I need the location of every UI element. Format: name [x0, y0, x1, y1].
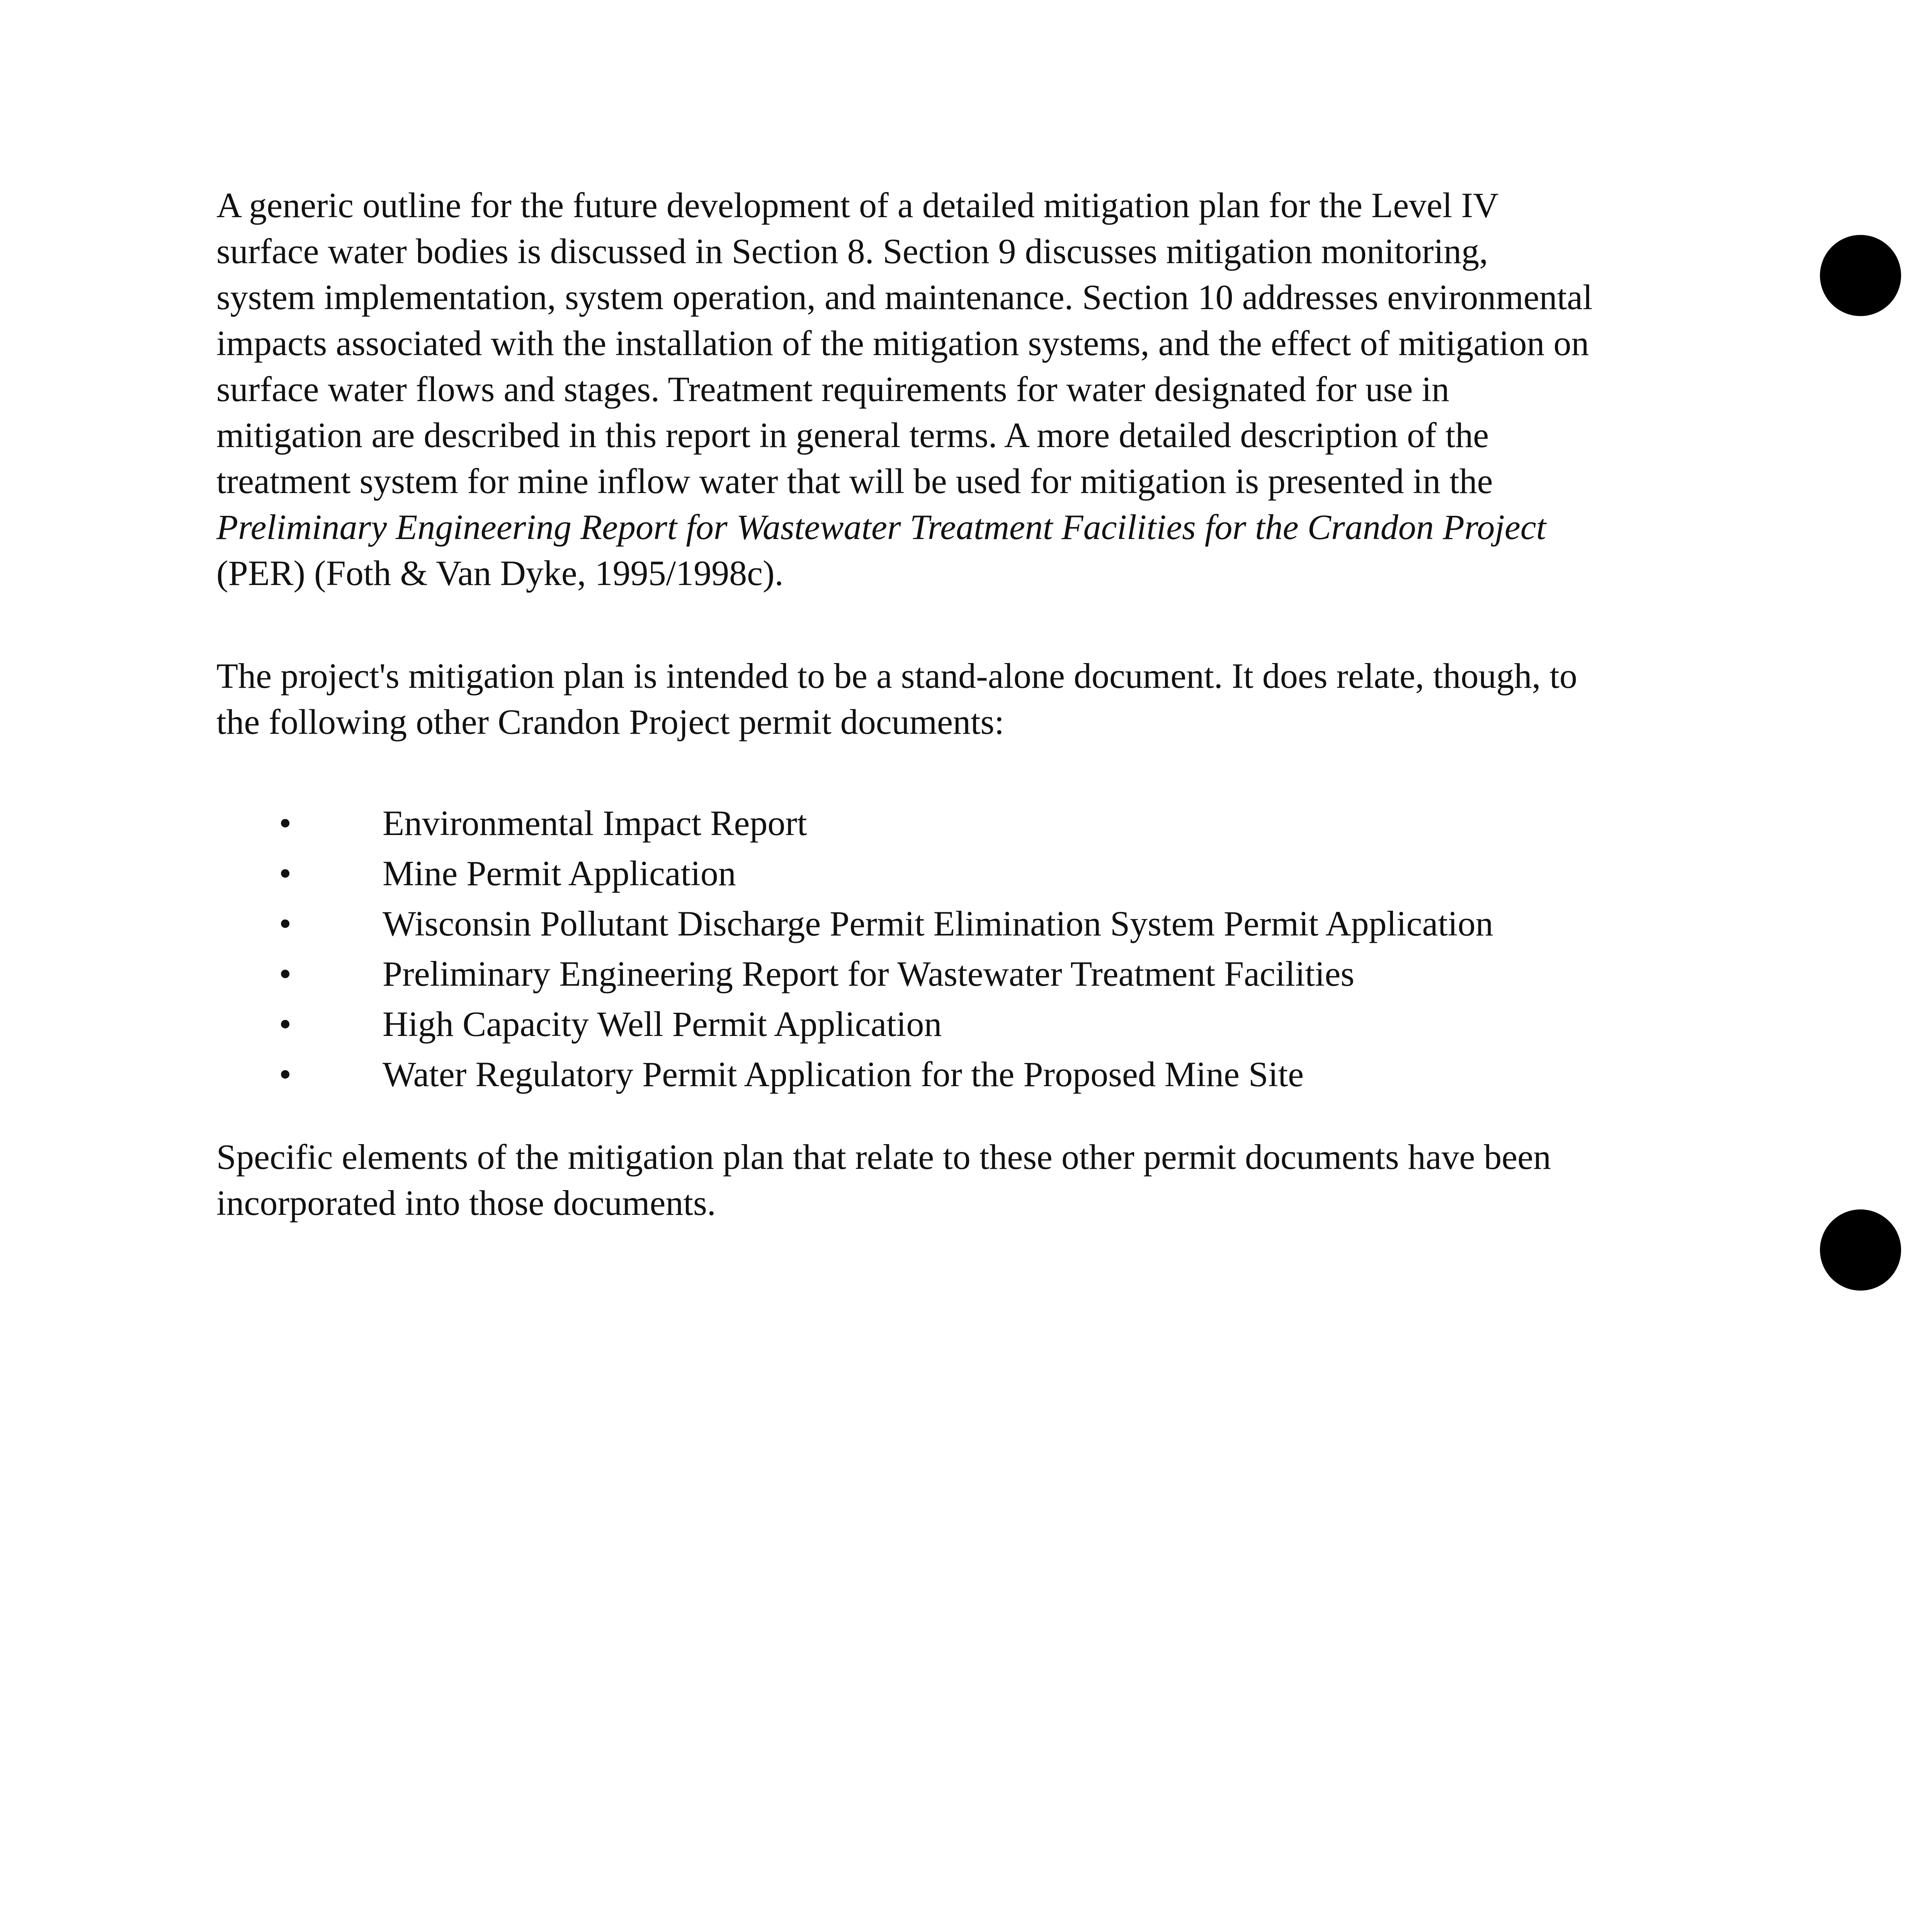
bullet-icon: •	[279, 1004, 292, 1044]
list-item-text: Water Regulatory Permit Application for the Proposed Mine Site	[383, 1054, 1304, 1094]
paragraph-line: A generic outline for the future development of a detailed mitigation plan for the Level IV	[216, 185, 1499, 225]
list-item	[216, 1049, 1747, 1099]
list-item-text: Preliminary Engineering Report for Wastewater Treatment Facilities	[383, 954, 1355, 993]
list-item	[216, 798, 1747, 848]
paragraph-line: The project's mitigation plan is intended to be a stand-alone document. It does relate, though, to	[216, 656, 1577, 696]
list-item	[216, 898, 1747, 949]
paragraph-line: Specific elements of the mitigation plan that relate to these other permit documents have been	[216, 1137, 1551, 1177]
list-item-text: Wisconsin Pollutant Discharge Permit Elimination System Permit Application	[383, 904, 1493, 943]
paragraph-line: treatment system for mine inflow water that will be used for mitigation is presented in the	[216, 461, 1493, 501]
list-item-text: Environmental Impact Report	[383, 803, 807, 843]
paragraph-line: incorporated into those documents.	[216, 1183, 716, 1223]
list-item	[216, 999, 1747, 1049]
paragraph-line: (PER) (Foth & Van Dyke, 1995/1998c).	[216, 553, 784, 593]
list-item	[216, 848, 1747, 898]
paragraph-line: impacts associated with the installation of the mitigation systems, and the effect of mitigation on	[216, 323, 1589, 363]
bullet-icon: •	[279, 854, 292, 893]
bullet-icon: •	[279, 954, 292, 993]
paragraph-line: surface water flows and stages. Treatment requirements for water designated for use in	[216, 369, 1449, 409]
punch-hole-top	[1820, 235, 1901, 316]
report-title-citation: Preliminary Engineering Report for Wastewater Treatment Facilities for the Crandon Project	[216, 507, 1546, 547]
bullet-icon: •	[279, 803, 292, 843]
permit-documents-list	[216, 798, 1747, 1099]
list-item-text: High Capacity Well Permit Application	[383, 1004, 942, 1044]
intro-paragraph	[216, 182, 1747, 596]
paragraph-line: the following other Crandon Project permit documents:	[216, 702, 1004, 742]
paragraph-line: surface water bodies is discussed in Section 8. Section 9 discusses mitigation monitoring,	[216, 231, 1488, 271]
paragraph-line: system implementation, system operation, and maintenance. Section 10 addresses environmental	[216, 277, 1593, 317]
bullet-icon: •	[279, 904, 292, 943]
related-documents-paragraph	[216, 653, 1747, 745]
bullet-icon: •	[279, 1054, 292, 1094]
punch-hole-middle	[1820, 1209, 1901, 1291]
list-item-text: Mine Permit Application	[383, 854, 736, 893]
closing-paragraph	[216, 1134, 1747, 1226]
list-item	[216, 949, 1747, 999]
paragraph-line: mitigation are described in this report in general terms. A more detailed description of the	[216, 415, 1489, 455]
